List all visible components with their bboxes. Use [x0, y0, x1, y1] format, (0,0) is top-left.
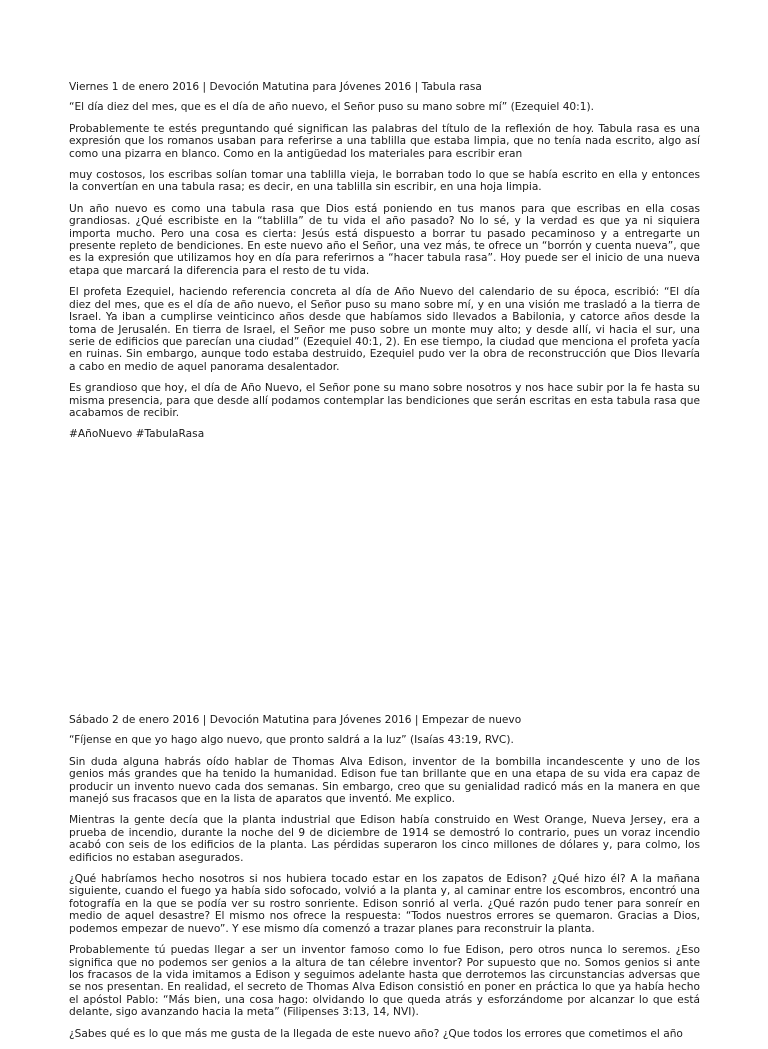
body-paragraph: Sin duda alguna habrás oído hablar de Thomas Alva Edison, inventor de la bombilla incandescente y uno de los genios más grandes que ha tenido la humanidad. Edison fue tan brillante que en una etapa de su vida era capaz de producir un invento nuevo cada dos semanas. Sin embargo, creo que su genialidad radicó más en la manera en que manejó sus fracasos que en la lista de aparatos que inventó. Me explico.: [69, 755, 700, 806]
body-paragraph: El profeta Ezequiel, haciendo referencia concreta al día de Año Nuevo del calendario de su época, escribió: “El día diez del mes, que es el día de año nuevo, el Señor puso su mano sobre mí, y en una visión me trasladó a la tierra de Israel. Ya iban a cumplirse veinticinco años desde que habíamos sido llevados a Babilonia, y catorce años desde la toma de Jerusalén. En tierra de Israel, el Señor me puso sobre un monte muy alto; y desde allí, vi hacia el sur, una serie de edificios que parecían una ciudad” (Ezequiel 40:1, 2). En ese tiempo, la ciudad que menciona el profeta yacía en ruinas. Sin embargo, aunque todo estaba destruido, Ezequiel pudo ver la obra de reconstrucción que Dios llevaría a cabo en medio de aquel panorama desalentador.: [69, 286, 700, 373]
body-paragraph: Probablemente tú puedas llegar a ser un inventor famoso como lo fue Edison, pero otros nunca lo seremos. ¿Eso significa que no podemos ser genios a la altura de tan célebre inventor? Por supuesto que no. Somos genios si ante los fracasos de la vida imitamos a Edison y seguimos adelante hasta que derrotemos las circunstancias adversas que se nos presentan. En realidad, el secreto de Thomas Alva Edison consistió en poner en práctica lo que ya había hecho el apóstol Pablo: “Más bien, una cosa hago: olvidando lo que queda atrás y esforzándome por alcanzar lo que está delante, sigo avanzando hacia la meta” (Filipenses 3:13, 14, NVI).: [69, 944, 700, 1019]
body-paragraph: muy costosos, los escribas solían tomar una tablilla vieja, le borraban todo lo que se había escrito en ella y entonces la convertían en una tabula rasa; es decir, en una tablilla sin escribir, en una hoja limpia.: [69, 169, 700, 194]
hashtags: #AñoNuevo #TabulaRasa: [69, 428, 205, 441]
bible-verse: “Fíjense en que yo hago algo nuevo, que pronto saldrá a la luz” (Isaías 43:19, RVC).: [69, 734, 514, 747]
body-paragraph: ¿Sabes qué es lo que más me gusta de la llegada de este nuevo año? ¿Que todos los errores que cometimos el año: [69, 1027, 683, 1040]
body-paragraph: Mientras la gente decía que la planta industrial que Edison había construido en West Orange, Nueva Jersey, era a prueba de incendio, durante la noche del 9 de diciembre de 1914 se demostró lo contrario, pues un voraz incendio acabó con seis de los edificios de la planta. Las pérdidas superaron los cinco millones de dólares y, para colmo, los edificios no estaban asegurados.: [69, 814, 700, 864]
body-paragraph: ¿Qué habríamos hecho nosotros si nos hubiera tocado estar en los zapatos de Edison? ¿Qué hizo él? A la mañana siguiente, cuando el fuego ya había sido sofocado, volvió a la planta y, al caminar entre los escombros, encontró una fotografía en la que se podía ver su rostro sonriente. Edison sonrió al verla. ¿Qué razón pudo tener para sonreír en medio de aquel desastre? El mismo nos ofrece la respuesta: “Todos nuestros errores se quemaron. Gracias a Dios, podemos empezar de nuevo”. Y ese mismo día comenzó a trazar planes para reconstruir la planta.: [69, 873, 700, 935]
body-paragraph: Probablemente te estés preguntando qué significan las palabras del título de la reflexión de hoy. Tabula rasa es una expresión que los romanos usaban para referirse a una tablilla que estaba limpia, que no tenía nada escrito, algo así como una pizarra en blanco. Como en la antigüedad los materiales para escribir eran: [69, 122, 700, 160]
body-paragraph: Un año nuevo es como una tabula rasa que Dios está poniendo en tus manos para que escribas en ella cosas grandiosas. ¿Qué escribiste en la “tablilla” de tu vida el año pasado? No lo sé, y la verdad es que ya ni siquiera importa mucho. Pero una cosa es cierta: Jesús está dispuesto a borrar tu pasado pecaminoso y a entregarte un presente repleto de bendiciones. En este nuevo año el Señor, una vez más, te ofrece un “borrón y cuenta nueva”, que es la expresión que utilizamos hoy en día para referirnos a “hacer tabula rasa”. Hoy puede ser el inicio de una nueva etapa que marcará la diferencia para el resto de tu vida.: [69, 202, 700, 277]
devotional-day-1: [69, 81, 700, 450]
bible-verse: “El día diez del mes, que es el día de año nuevo, el Señor puso su mano sobre mí” (Ezequiel 40:1).: [69, 101, 594, 114]
devotional-day-2: [69, 714, 700, 1049]
body-paragraph: Es grandioso que hoy, el día de Año Nuevo, el Señor pone su mano sobre nosotros y nos hace subir por la fe hasta su misma presencia, para que desde allí podamos contemplar las bendiciones que serán escritas en esta tabula rasa que acabamos de recibir.: [69, 382, 700, 419]
devotional-heading: Viernes 1 de enero 2016 | Devoción Matutina para Jóvenes 2016 | Tabula rasa: [69, 81, 482, 93]
devotional-heading: Sábado 2 de enero 2016 | Devoción Matutina para Jóvenes 2016 | Empezar de nuevo: [69, 714, 522, 726]
